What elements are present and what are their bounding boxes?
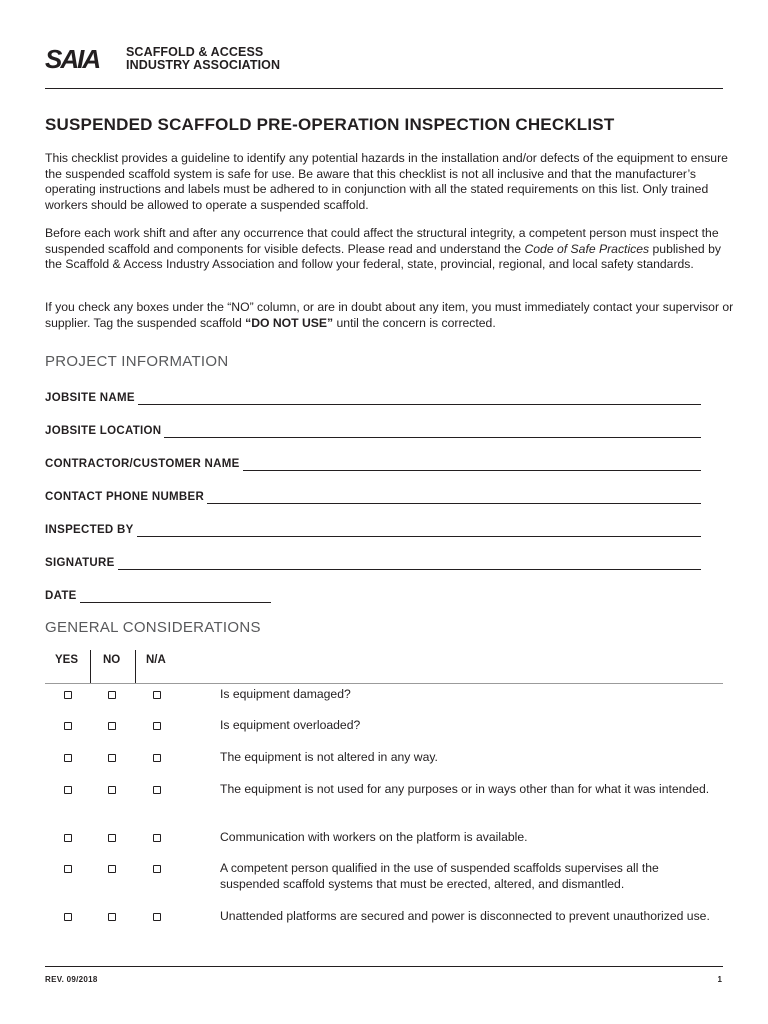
inspected-by-label: INSPECTED BY — [45, 524, 134, 536]
yes-checkbox[interactable] — [64, 865, 72, 873]
column-header-yes: YES — [55, 654, 79, 666]
checklist-item-text: The equipment is not used for any purposes or in ways other than for what it was intended. — [220, 782, 710, 796]
yes-checkbox[interactable] — [64, 691, 72, 699]
footer-divider — [45, 966, 723, 967]
signature-label: SIGNATURE — [45, 557, 115, 569]
na-checkbox[interactable] — [153, 913, 161, 921]
column-header-na: N/A — [146, 654, 166, 666]
yes-checkbox[interactable] — [64, 834, 72, 842]
document-title: SUSPENDED SCAFFOLD PRE-OPERATION INSPECTION CHECKLIST — [45, 115, 615, 134]
revision-label: REV. 09/2018 — [45, 975, 98, 984]
column-divider — [135, 650, 136, 683]
page-number: 1 — [717, 975, 722, 984]
checklist-item-text: Is equipment damaged? — [220, 687, 351, 701]
column-divider — [90, 650, 91, 683]
intro-p3-text-b: until the concern is corrected. — [333, 315, 496, 330]
svg-text:SAIA: SAIA — [45, 47, 100, 71]
no-checkbox[interactable] — [108, 786, 116, 794]
date-label: DATE — [45, 590, 77, 602]
yes-checkbox[interactable] — [64, 786, 72, 794]
no-checkbox[interactable] — [108, 691, 116, 699]
checklist-item-text: Unattended platforms are secured and power is disconnected to prevent unauthorized use. — [220, 909, 710, 923]
no-checkbox[interactable] — [108, 754, 116, 762]
jobsite-name-field[interactable] — [45, 387, 701, 405]
checklist-item-text: The equipment is not altered in any way. — [220, 750, 438, 764]
date-input[interactable] — [80, 590, 271, 603]
intro-paragraph-3 — [45, 300, 735, 331]
project-information-heading: PROJECT INFORMATION — [45, 353, 229, 370]
na-checkbox[interactable] — [153, 786, 161, 794]
inspected-by-input[interactable] — [137, 524, 701, 537]
checklist-item-text: A competent person qualified in the use of suspended scaffolds supervises all the suspended scaffold systems that must be erected, altered, and dismantled. — [220, 861, 659, 891]
intro-paragraph-2 — [45, 226, 735, 273]
contractor-customer-name-label: CONTRACTOR/CUSTOMER NAME — [45, 458, 240, 470]
jobsite-name-label: JOBSITE NAME — [45, 392, 135, 404]
na-checkbox[interactable] — [153, 834, 161, 842]
checklist-item-text: Is equipment overloaded? — [220, 718, 361, 732]
na-checkbox[interactable] — [153, 691, 161, 699]
document-header — [45, 44, 280, 74]
yes-checkbox[interactable] — [64, 913, 72, 921]
org-name-line-2: INDUSTRY ASSOCIATION — [126, 58, 281, 72]
general-considerations-heading: GENERAL CONSIDERATIONS — [45, 619, 261, 636]
organization-name — [126, 46, 280, 73]
yes-checkbox[interactable] — [64, 722, 72, 730]
intro-p2-text-b: published by the Scaffold & Access Industry Association and follow your federal, state, provincial, regional, and local safety standards. — [45, 241, 721, 272]
intro-p2-text-a: Before each work shift and after any occurrence that could affect the structural integrity, a competent person must inspect the suspended scaffold and components for visible defects. Please read and understand the — [45, 226, 719, 256]
yes-checkbox[interactable] — [64, 754, 72, 762]
header-divider — [45, 88, 723, 89]
no-checkbox[interactable] — [108, 722, 116, 730]
do-not-use-emphasis: “DO NOT USE” — [245, 315, 334, 330]
contractor-customer-name-field[interactable] — [45, 453, 701, 471]
na-checkbox[interactable] — [153, 865, 161, 873]
no-checkbox[interactable] — [108, 913, 116, 921]
date-field[interactable] — [45, 585, 271, 603]
jobsite-location-field[interactable] — [45, 420, 701, 438]
intro-p3-text-a: If you check any boxes under the “NO” column, or are in doubt about any item, you must immediately contact your supervisor or supplier. Tag the suspended scaffold — [45, 300, 734, 330]
jobsite-location-label: JOBSITE LOCATION — [45, 425, 162, 437]
contact-phone-number-field[interactable] — [45, 486, 701, 504]
jobsite-location-input[interactable] — [164, 425, 701, 438]
contact-phone-number-label: CONTACT PHONE NUMBER — [45, 491, 205, 503]
na-checkbox[interactable] — [153, 754, 161, 762]
no-checkbox[interactable] — [108, 865, 116, 873]
org-name-line-1: SCAFFOLD & ACCESS — [126, 44, 264, 59]
saia-logo — [45, 47, 119, 71]
contractor-customer-name-input[interactable] — [243, 458, 701, 471]
no-checkbox[interactable] — [108, 834, 116, 842]
signature-field[interactable] — [45, 552, 701, 570]
inspected-by-field[interactable] — [45, 519, 701, 537]
checklist-item-text: Communication with workers on the platform is available. — [220, 830, 528, 844]
contact-phone-number-input[interactable] — [207, 491, 701, 504]
signature-input[interactable] — [118, 557, 701, 570]
na-checkbox[interactable] — [153, 722, 161, 730]
code-of-safe-practices-title: Code of Safe Practices — [524, 241, 650, 256]
table-header-divider — [45, 683, 723, 684]
intro-paragraph-1: This checklist provides a guideline to identify any potential hazards in the installation and/or defects of the equipment to ensure the suspended scaffold system is safe for use. Be aware that this checklist is not all inclusive and that the manufacturer’s operating instructions and labels must be adhered to in conjunction with all the stated requirements on this list. Only trained workers should be allowed to operate a suspended scaffold. — [45, 151, 728, 212]
column-header-no: NO — [103, 654, 121, 666]
jobsite-name-input[interactable] — [138, 392, 701, 405]
